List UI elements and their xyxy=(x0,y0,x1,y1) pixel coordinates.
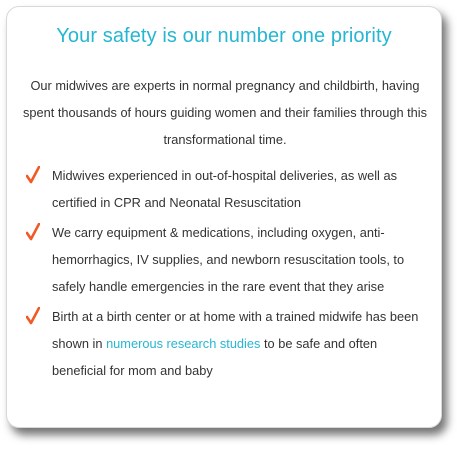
checkmark-icon xyxy=(26,223,40,241)
checkmark-icon xyxy=(26,166,40,184)
list-item xyxy=(7,303,441,384)
research-studies-link[interactable]: numerous research studies xyxy=(106,336,261,351)
card-title: Your safety is our number one priority xyxy=(56,25,392,47)
list-item-text-before: Birth at a birth center or at home with a trained midwife has been shown in xyxy=(52,309,419,351)
list-item-text: Midwives experienced in out-of-hospital deliveries, as well as certified in CPR and Neonatal Resuscitation xyxy=(52,168,397,210)
checkmark-icon xyxy=(26,307,40,325)
safety-card xyxy=(6,6,442,428)
list-item xyxy=(7,219,441,300)
list-item xyxy=(7,162,441,216)
intro-paragraph: Our midwives are experts in normal pregnancy and childbirth, having spent thousands of hours guiding women and their families through this transformational time. xyxy=(22,78,428,147)
list-item-text: We carry equipment & medications, including oxygen, anti-hemorrhagics, IV supplies, and newborn resuscitation tools, to safely handle emergencies in the rare event that they arise xyxy=(52,225,405,294)
safety-list xyxy=(7,162,441,387)
list-item-text-after: to be safe and often beneficial for mom and baby xyxy=(52,336,378,378)
